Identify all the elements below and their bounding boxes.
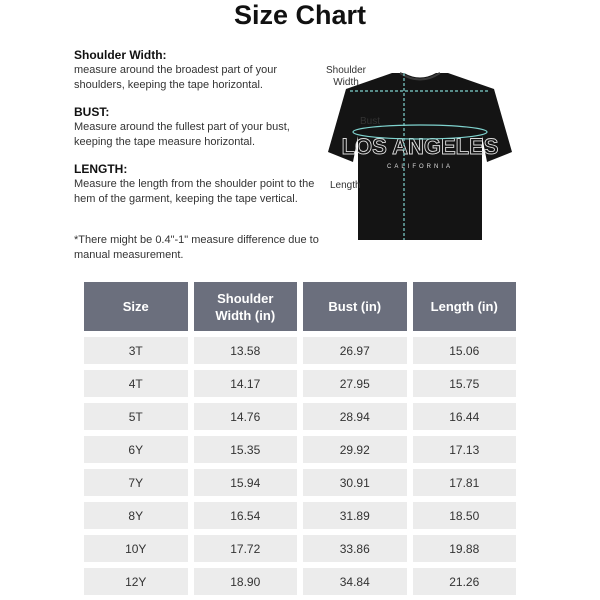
size-table	[78, 276, 522, 600]
measurement-note: *There might be 0.4"-1" measure difference due to manual measurement.	[74, 234, 319, 261]
cell-shoulder-width: 15.94	[194, 469, 298, 496]
instruction-heading: Shoulder Width:	[74, 48, 167, 62]
instruction-length	[74, 162, 334, 207]
table-row	[84, 403, 516, 430]
cell-length: 21.26	[413, 568, 517, 595]
cell-length: 15.75	[413, 370, 517, 397]
cell-length: 16.44	[413, 403, 517, 430]
instruction-text: Measure around the fullest part of your bust, keeping the tape measure horizontal.	[74, 121, 290, 148]
column-header-length: Length (in)	[413, 282, 517, 331]
shirt-print-sub: CALIFORNIA	[386, 164, 454, 170]
table-row	[84, 568, 516, 595]
cell-length: 18.50	[413, 502, 517, 529]
table-row	[84, 469, 516, 496]
cell-bust: 34.84	[303, 568, 407, 595]
cell-size: 7Y	[84, 469, 188, 496]
column-header-size: Size	[84, 282, 188, 331]
cell-shoulder-width: 13.58	[194, 337, 298, 364]
cell-shoulder-width: 14.76	[194, 403, 298, 430]
table-row	[84, 502, 516, 529]
column-header-shoulder-width: Shoulder Width (in)	[194, 282, 298, 331]
cell-size: 6Y	[84, 436, 188, 463]
table-row	[84, 337, 516, 364]
tshirt-diagram	[316, 56, 526, 252]
instruction-text: measure around the broadest part of your shoulders, keeping the tape horizontal.	[74, 64, 278, 91]
column-header-bust: Bust (in)	[303, 282, 407, 331]
table-row	[84, 436, 516, 463]
cell-length: 17.13	[413, 436, 517, 463]
cell-size: 12Y	[84, 568, 188, 595]
cell-shoulder-width: 16.54	[194, 502, 298, 529]
cell-size: 5T	[84, 403, 188, 430]
cell-length: 17.81	[413, 469, 517, 496]
measurement-instructions	[74, 48, 334, 219]
table-row	[84, 535, 516, 562]
bust-label: Bust	[360, 116, 381, 127]
cell-bust: 26.97	[303, 337, 407, 364]
cell-shoulder-width: 15.35	[194, 436, 298, 463]
cell-shoulder-width: 18.90	[194, 568, 298, 595]
shirt-print-main: LOS ANGELES	[341, 134, 499, 159]
shoulder-width-label: Shoulder Width	[325, 65, 367, 88]
cell-shoulder-width: 17.72	[194, 535, 298, 562]
instruction-heading: BUST:	[74, 105, 110, 119]
cell-bust: 29.92	[303, 436, 407, 463]
table-header-row	[84, 282, 516, 331]
cell-size: 3T	[84, 337, 188, 364]
table-row	[84, 370, 516, 397]
cell-length: 15.06	[413, 337, 517, 364]
cell-bust: 27.95	[303, 370, 407, 397]
cell-bust: 33.86	[303, 535, 407, 562]
cell-bust: 31.89	[303, 502, 407, 529]
length-label: Length	[330, 180, 361, 191]
page-title: Size Chart	[233, 0, 367, 30]
instruction-text: Measure the length from the shoulder point to the hem of the garment, keeping the tape vertical.	[74, 178, 315, 205]
cell-length: 19.88	[413, 535, 517, 562]
instruction-shoulder	[74, 48, 334, 93]
instruction-heading: LENGTH:	[74, 162, 128, 176]
cell-bust: 30.91	[303, 469, 407, 496]
cell-size: 4T	[84, 370, 188, 397]
cell-size: 10Y	[84, 535, 188, 562]
cell-shoulder-width: 14.17	[194, 370, 298, 397]
instruction-bust	[74, 105, 334, 150]
cell-size: 8Y	[84, 502, 188, 529]
cell-bust: 28.94	[303, 403, 407, 430]
